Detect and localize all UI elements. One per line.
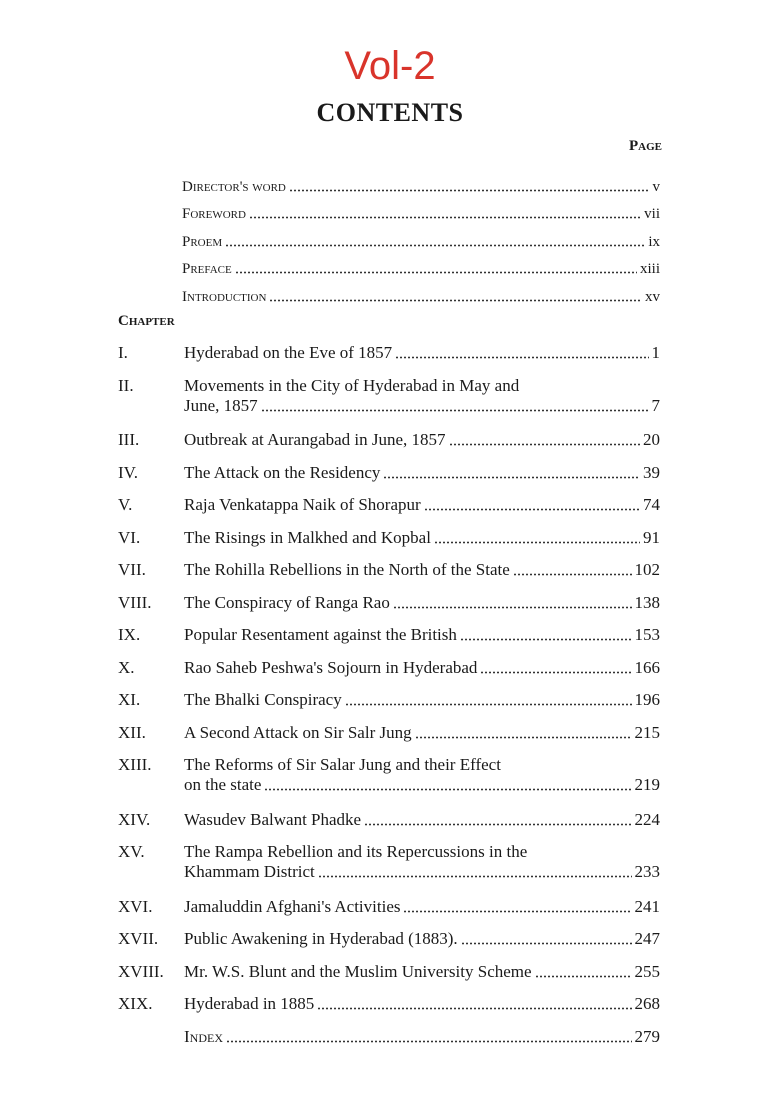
- chapter-title: Rao Saheb Peshwa's Sojourn in Hyderabad: [184, 657, 478, 677]
- chapter-entry[interactable]: [118, 752, 660, 807]
- chapter-list: [118, 340, 660, 1056]
- chapter-number: XVIII.: [118, 961, 164, 981]
- chapter-entry[interactable]: [118, 926, 660, 959]
- page-number: ix: [648, 233, 660, 250]
- chapter-entry[interactable]: [118, 460, 660, 493]
- chapter-title-block: [184, 590, 660, 623]
- page-number: 224: [634, 809, 660, 829]
- chapter-title-block: [184, 959, 660, 992]
- chapter-number: VII.: [118, 560, 146, 579]
- chapter-number: II.: [118, 375, 134, 395]
- front-matter-entry[interactable]: [182, 278, 660, 306]
- chapter-number: VI.: [118, 527, 141, 547]
- chapter-title-block: [184, 926, 660, 959]
- chapter-number: VIII.: [118, 592, 152, 612]
- chapter-title-block: [184, 557, 660, 590]
- dot-leader: [269, 299, 642, 302]
- chapter-title-row: [184, 622, 660, 645]
- chapter-number: XVI.: [118, 896, 153, 916]
- chapter-column-heading: Chapter: [118, 313, 175, 329]
- chapter-title-block: [184, 492, 660, 525]
- page-number: xv: [645, 288, 660, 305]
- chapter-number: I.: [118, 343, 128, 362]
- chapter-number: XVII.: [118, 929, 159, 948]
- chapter-title-block: [184, 460, 660, 493]
- page-number: 166: [634, 657, 660, 677]
- chapter-title-block: [184, 340, 660, 373]
- chapter-title-row: [184, 492, 660, 515]
- chapter-number: V.: [118, 495, 133, 514]
- chapter-title: Hyderabad in 1885: [184, 994, 315, 1013]
- chapter-title-row: [184, 720, 660, 743]
- chapter-title-row: [184, 807, 660, 830]
- chapter-title-row: [184, 959, 660, 982]
- chapter-entry[interactable]: [118, 427, 660, 460]
- page-number: 241: [634, 896, 660, 916]
- chapter-title-row: [184, 340, 660, 363]
- front-matter-entry[interactable]: [182, 196, 660, 224]
- dot-leader: [395, 356, 648, 359]
- page-number: 247: [634, 929, 660, 948]
- chapter-entry[interactable]: [118, 590, 660, 623]
- chapter-title: The Attack on the Residency: [184, 462, 381, 482]
- chapter-number: III.: [118, 430, 140, 449]
- front-matter-entry[interactable]: [182, 223, 660, 251]
- dot-leader: [424, 508, 640, 511]
- chapter-entry[interactable]: [118, 1024, 660, 1057]
- dot-leader: [364, 823, 631, 826]
- chapter-title: on the state: [184, 775, 262, 794]
- dot-leader: [264, 788, 631, 791]
- chapter-title: Jamaluddin Afghani's Activities: [184, 896, 401, 916]
- page-number: 215: [634, 722, 660, 742]
- page-column-heading: Page: [629, 138, 662, 154]
- chapter-entry[interactable]: [118, 991, 660, 1024]
- chapter-title-block: [184, 687, 660, 720]
- chapter-entry[interactable]: [118, 655, 660, 688]
- dot-leader: [449, 443, 640, 446]
- page-number: 279: [634, 1026, 660, 1046]
- chapter-title-row: [184, 775, 660, 795]
- chapter-title-block: [184, 894, 660, 927]
- dot-leader: [225, 244, 645, 247]
- chapter-entry[interactable]: [118, 687, 660, 720]
- page-number: 39: [643, 462, 660, 482]
- chapter-title-row: [184, 862, 660, 882]
- chapter-number: XIV.: [118, 809, 151, 829]
- chapter-title: Index: [184, 1026, 223, 1046]
- chapter-title-line: Movements in the City of Hyderabad in May and: [184, 375, 520, 395]
- chapter-title-line: The Rampa Rebellion and its Repercussions in the: [184, 842, 528, 861]
- entry-title: Director's word: [182, 178, 286, 195]
- chapter-title-row: [184, 926, 660, 949]
- chapter-number: XII.: [118, 722, 146, 742]
- chapter-number: [118, 1024, 184, 1057]
- chapter-number: XV.: [118, 842, 145, 861]
- chapter-title-block: [184, 1024, 660, 1057]
- page-number: 102: [634, 560, 660, 579]
- chapter-number: X.: [118, 657, 135, 677]
- dot-leader: [415, 736, 632, 739]
- dot-leader: [434, 541, 640, 544]
- page-number: 1: [651, 343, 660, 362]
- chapter-title-row: [184, 894, 660, 917]
- chapter-number: IX.: [118, 625, 141, 644]
- chapter-title-block: [184, 525, 660, 558]
- chapter-title: The Conspiracy of Ranga Rao: [184, 592, 390, 612]
- page-number: 138: [634, 592, 660, 612]
- dot-leader: [535, 975, 632, 978]
- chapter-title-block: [184, 622, 660, 655]
- page-number: 7: [651, 395, 660, 415]
- chapter-title-row: [184, 655, 660, 678]
- chapter-number: IV.: [118, 462, 138, 482]
- chapter-title: Raja Venkatappa Naik of Shorapur: [184, 495, 421, 514]
- chapter-title-row: [184, 687, 660, 710]
- entry-title: Preface: [182, 261, 232, 277]
- chapter-title: Mr. W.S. Blunt and the Muslim University Scheme: [184, 961, 532, 981]
- chapter-title: Hyderabad on the Eve of 1857: [184, 343, 393, 362]
- page-number: 255: [634, 961, 660, 981]
- chapter-title-line: The Reforms of Sir Salar Jung and their Effect: [184, 755, 501, 774]
- chapter-entry[interactable]: [118, 807, 660, 840]
- page-number: vii: [644, 206, 660, 222]
- chapter-title-block: [184, 427, 660, 460]
- chapter-title-block: [184, 839, 660, 894]
- chapter-title-block: [184, 807, 660, 840]
- entry-title: Foreword: [182, 206, 246, 222]
- chapter-number: XIX.: [118, 994, 153, 1013]
- chapter-title-block: [184, 373, 660, 428]
- dot-leader: [318, 875, 632, 878]
- dot-leader: [289, 189, 650, 192]
- chapter-title: The Risings in Malkhed and Kopbal: [184, 527, 431, 547]
- dot-leader: [480, 671, 631, 674]
- chapter-entry[interactable]: [118, 720, 660, 753]
- page-title: CONTENTS: [316, 98, 464, 127]
- front-matter-entry[interactable]: [182, 251, 660, 279]
- chapter-title-row: [184, 1024, 660, 1047]
- chapter-title: Public Awakening in Hyderabad (1883).: [184, 929, 458, 948]
- chapter-entry[interactable]: [118, 839, 660, 894]
- page-number: 91: [643, 527, 660, 547]
- chapter-entry[interactable]: [118, 894, 660, 927]
- dot-leader: [317, 1007, 631, 1010]
- dot-leader: [460, 638, 632, 641]
- chapter-entry[interactable]: [118, 492, 660, 525]
- chapter-title: A Second Attack on Sir Salr Jung: [184, 722, 412, 742]
- chapter-entry[interactable]: [118, 373, 660, 428]
- page-number: 268: [634, 994, 660, 1013]
- entry-title: Introduction: [182, 288, 267, 305]
- dot-leader: [345, 703, 632, 706]
- chapter-entry[interactable]: [118, 557, 660, 590]
- chapter-title-block: [184, 991, 660, 1024]
- chapter-title-row: [184, 396, 660, 416]
- dot-leader: [383, 476, 640, 479]
- chapter-entry[interactable]: [118, 959, 660, 992]
- chapter-title-row: [184, 460, 660, 483]
- chapter-title: Wasudev Balwant Phadke: [184, 809, 362, 829]
- chapter-title: Khammam District: [184, 862, 315, 881]
- dot-leader: [261, 409, 649, 412]
- dot-leader: [461, 942, 632, 945]
- chapter-title-block: [184, 752, 660, 807]
- page-number: 219: [634, 775, 660, 794]
- chapter-title-row: [184, 590, 660, 613]
- chapter-entry[interactable]: [118, 525, 660, 558]
- entry-title: Proem: [182, 233, 223, 250]
- dot-leader: [235, 271, 637, 274]
- dot-leader: [403, 910, 631, 913]
- chapter-title: Popular Resentament against the British: [184, 625, 457, 644]
- front-matter-list: [182, 168, 660, 306]
- dot-leader: [249, 216, 641, 219]
- chapter-title-row: [184, 557, 660, 580]
- chapter-title-row: [184, 427, 660, 450]
- chapter-title-row: [184, 991, 660, 1014]
- dot-leader: [393, 606, 632, 609]
- volume-label: Vol-2: [344, 44, 436, 88]
- dot-leader: [226, 1040, 632, 1043]
- page-number: 233: [634, 862, 660, 881]
- page-number: xiii: [639, 261, 660, 277]
- chapter-title-block: [184, 655, 660, 688]
- chapter-title: The Bhalki Conspiracy: [184, 690, 342, 709]
- page-number: v: [652, 178, 660, 195]
- chapter-number: XI.: [118, 690, 141, 709]
- page-number: 74: [643, 495, 660, 514]
- chapter-title: June, 1857: [184, 395, 258, 415]
- chapter-entry[interactable]: [118, 622, 660, 655]
- chapter-number: XIII.: [118, 755, 152, 774]
- chapter-entry[interactable]: [118, 340, 660, 373]
- chapter-title: Outbreak at Aurangabad in June, 1857: [184, 430, 446, 449]
- chapter-title-row: [184, 525, 660, 548]
- chapter-title-block: [184, 720, 660, 753]
- dot-leader: [513, 573, 632, 576]
- front-matter-entry[interactable]: [182, 168, 660, 196]
- page-number: 20: [643, 430, 660, 449]
- chapter-title: The Rohilla Rebellions in the North of the State: [184, 560, 510, 579]
- page-number: 153: [634, 625, 660, 644]
- page-number: 196: [634, 690, 660, 709]
